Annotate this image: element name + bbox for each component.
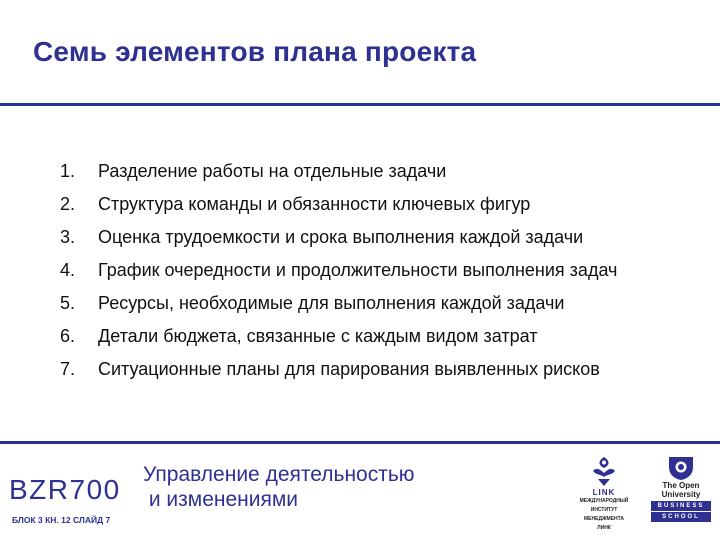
link-logo-line: МЕНЕДЖМЕНТА — [584, 516, 624, 522]
slide-title: Семь элементов плана проекта — [33, 36, 477, 67]
list-item-number: 4. — [60, 260, 76, 280]
list-item-number: 6. — [60, 326, 76, 346]
link-logo-line: ЛИНК — [597, 525, 611, 531]
ou-logo-bar: BUSINESS — [651, 501, 711, 511]
ou-logo-name: The Open — [662, 481, 700, 490]
list-item — [60, 358, 680, 381]
list-item-text: Ресурсы, необходимые для выполнения каждой задачи — [98, 293, 565, 313]
list-item-text: Оценка трудоемкости и срока выполнения каждой задачи — [98, 227, 584, 247]
plan-elements-list — [60, 160, 680, 391]
list-item — [60, 193, 680, 216]
link-logo-line: ИНСТИТУТ — [590, 507, 618, 513]
list-item — [60, 292, 680, 315]
link-emblem-icon — [588, 455, 620, 487]
list-item — [60, 325, 680, 348]
link-logo-brand: LINK — [592, 488, 616, 497]
list-item-number: 1. — [60, 161, 76, 181]
list-item-text: Структура команды и обязанности ключевых фигур — [98, 194, 531, 214]
course-code: BZR700 — [9, 474, 121, 505]
top-divider — [0, 103, 720, 106]
list-item-text: Разделение работы на отдельные задачи — [98, 161, 447, 181]
list-item-number: 3. — [60, 227, 76, 247]
list-item-number: 5. — [60, 293, 76, 313]
ou-logo-name: University — [661, 490, 701, 499]
open-university-logo — [651, 455, 711, 522]
open-university-shield-icon — [667, 455, 695, 481]
list-item — [60, 226, 680, 249]
list-item-text: Детали бюджета, связанные с каждым видом затрат — [98, 326, 538, 346]
list-item — [60, 259, 680, 282]
list-item-text: Ситуационные планы для парирования выявленных рисков — [98, 359, 600, 379]
list-item — [60, 160, 680, 183]
slide-reference: БЛОК 3 КН. 12 СЛАЙД 7 — [12, 515, 111, 525]
link-logo-line: МЕЖДУНАРОДНЫЙ — [579, 498, 629, 504]
list-item-number: 7. — [60, 359, 76, 379]
bottom-divider — [0, 441, 720, 444]
link-institute-logo — [574, 455, 634, 533]
ou-logo-bar: SCHOOL — [651, 512, 711, 522]
course-title: Управление деятельностью и изменениями — [143, 463, 415, 511]
list-item-text: График очередности и продолжительности выполнения задач — [98, 260, 618, 280]
list-item-number: 2. — [60, 194, 76, 214]
